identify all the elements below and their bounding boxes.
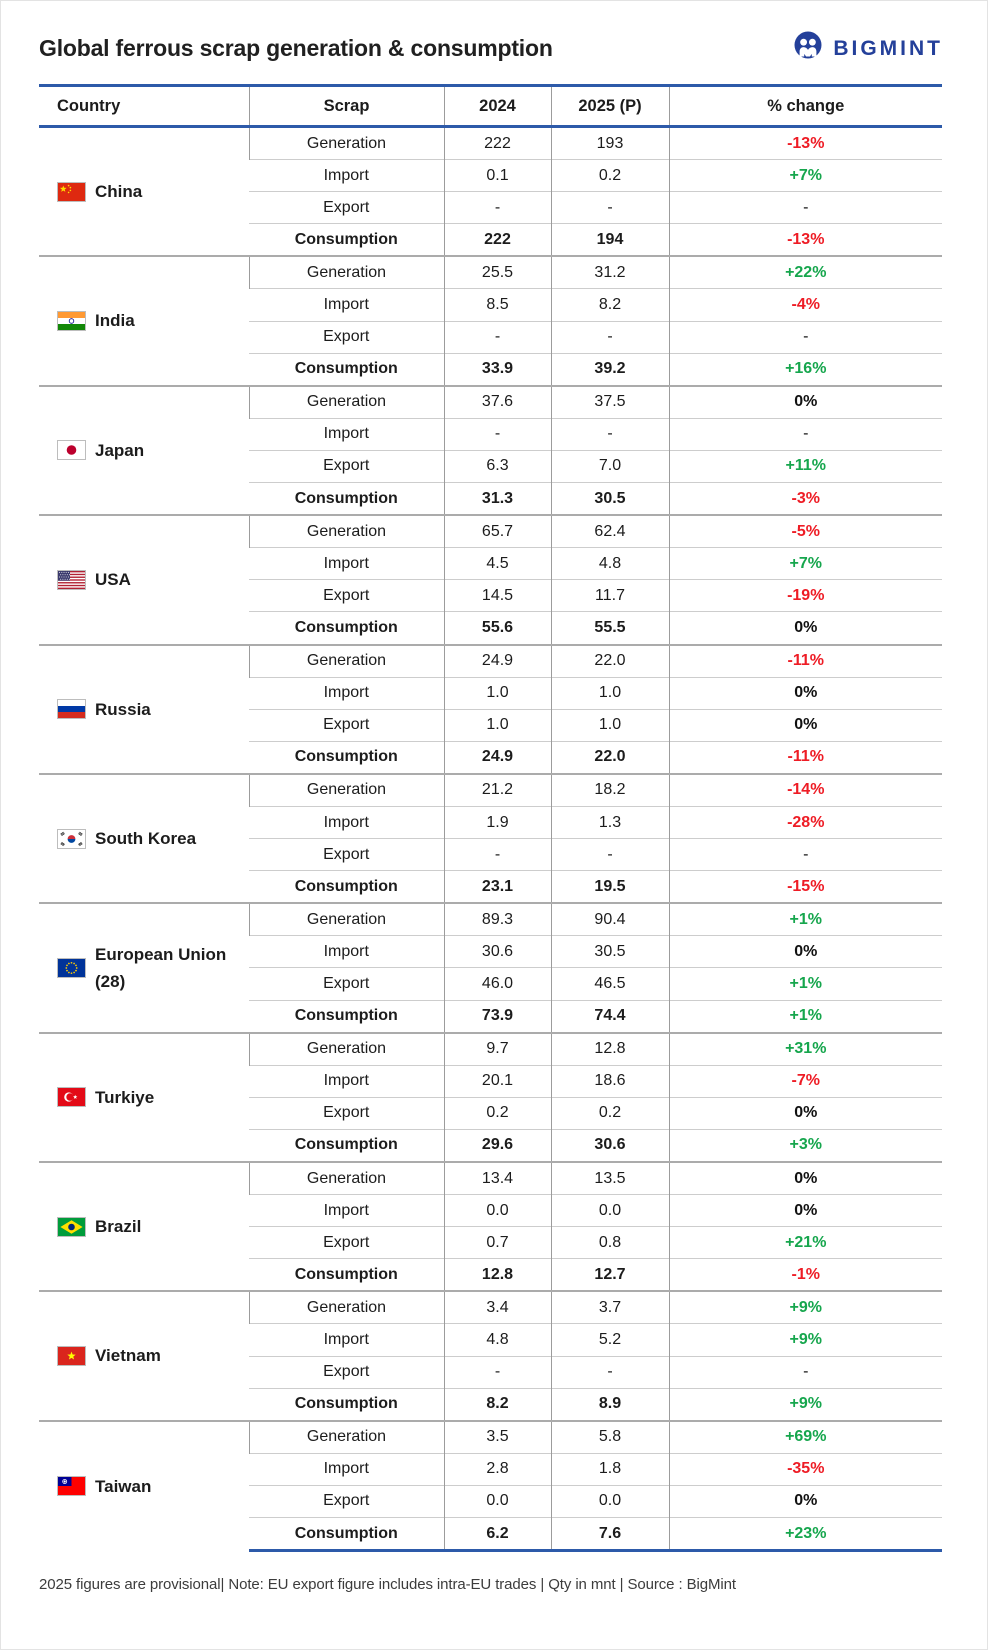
country-cell [39,903,249,1032]
country-cell [39,645,249,774]
page-title: Global ferrous scrap generation & consumption [39,35,553,61]
country-name: USA [95,570,131,590]
country-name: South Korea [95,828,197,848]
value-2024-cell: - [444,192,551,224]
country-cell [39,1421,249,1551]
change-cell: 0% [669,1162,942,1195]
country-cell [39,386,249,515]
country-inner [57,1213,249,1240]
value-2025-cell: 11.7 [551,580,669,612]
value-2025-cell: 5.2 [551,1324,669,1356]
change-cell: - [669,839,942,871]
value-2024-cell: 1.0 [444,677,551,709]
change-cell: +31% [669,1033,942,1066]
country-inner [57,307,249,334]
country-inner [57,1473,249,1500]
value-2024-cell: 9.7 [444,1033,551,1066]
value-2025-cell: 30.6 [551,1129,669,1162]
change-cell: 0% [669,677,942,709]
change-cell: +3% [669,1129,942,1162]
change-cell: 0% [669,1097,942,1129]
scrap-label-cell: Generation [249,256,444,289]
value-2025-cell: 7.0 [551,450,669,482]
taiwan-flag-icon [57,1476,86,1496]
value-2025-cell: 22.0 [551,645,669,678]
value-2024-cell: 1.0 [444,709,551,741]
bigmint-logo [791,29,943,68]
value-2024-cell: - [444,1356,551,1388]
col-header-country: Country [39,86,249,127]
country-name: Japan [95,440,145,460]
scrap-label-cell: Generation [249,903,444,936]
value-2024-cell: 0.7 [444,1227,551,1259]
value-2025-cell: 12.7 [551,1259,669,1292]
country-inner [57,941,249,995]
value-2024-cell: 2.8 [444,1453,551,1485]
country-inner [57,178,249,205]
change-cell: -19% [669,580,942,612]
change-cell: 0% [669,612,942,645]
change-cell: -35% [669,1453,942,1485]
change-cell: +21% [669,1227,942,1259]
change-cell: - [669,192,942,224]
change-cell: 0% [669,936,942,968]
value-2025-cell: 12.8 [551,1033,669,1066]
change-cell: 0% [669,1195,942,1227]
value-2024-cell: 46.0 [444,968,551,1000]
value-2024-cell: 4.8 [444,1324,551,1356]
change-cell: -11% [669,741,942,774]
scrap-label-cell: Import [249,677,444,709]
scrap-label-cell: Consumption [249,1518,444,1551]
scrap-table [39,84,942,1552]
change-cell: - [669,1356,942,1388]
table-header-row [39,86,942,127]
scrap-label-cell: Consumption [249,353,444,386]
value-2024-cell: 31.3 [444,483,551,516]
scrap-label-cell: Consumption [249,1129,444,1162]
value-2024-cell: 12.8 [444,1259,551,1292]
scrap-label-cell: Consumption [249,741,444,774]
value-2024-cell: 24.9 [444,645,551,678]
brazil-flag-icon [57,1217,86,1237]
change-cell: -28% [669,806,942,838]
value-2025-cell: 30.5 [551,483,669,516]
change-cell: +9% [669,1291,942,1324]
value-2025-cell: 3.7 [551,1291,669,1324]
table-row [39,1162,942,1195]
scrap-label-cell: Import [249,1065,444,1097]
value-2024-cell: 20.1 [444,1065,551,1097]
value-2024-cell: 3.4 [444,1291,551,1324]
change-cell: +1% [669,903,942,936]
value-2025-cell: 0.2 [551,160,669,192]
value-2024-cell: 23.1 [444,871,551,904]
scrap-label-cell: Generation [249,1033,444,1066]
value-2024-cell: 89.3 [444,903,551,936]
value-2025-cell: 18.6 [551,1065,669,1097]
eu-flag-icon [57,958,86,978]
scrap-label-cell: Export [249,1485,444,1517]
country-inner [57,437,249,464]
value-2025-cell: 1.0 [551,709,669,741]
change-cell: +9% [669,1388,942,1421]
scrap-label-cell: Export [249,192,444,224]
country-inner [57,1084,249,1111]
country-cell [39,774,249,903]
value-2024-cell: - [444,839,551,871]
country-cell [39,515,249,644]
change-cell: -1% [669,1259,942,1292]
col-header-2025: 2025 (P) [551,86,669,127]
value-2025-cell: 1.0 [551,677,669,709]
country-cell [39,256,249,385]
scrap-label-cell: Generation [249,1291,444,1324]
change-cell: +22% [669,256,942,289]
value-2024-cell: 8.2 [444,1388,551,1421]
value-2025-cell: 18.2 [551,774,669,807]
country-cell [39,1033,249,1162]
col-header-scrap: Scrap [249,86,444,127]
value-2025-cell: 8.2 [551,289,669,321]
value-2025-cell: 0.0 [551,1195,669,1227]
scrap-label-cell: Export [249,1227,444,1259]
bigmint-logo-icon [791,29,825,68]
value-2024-cell: 3.5 [444,1421,551,1454]
country-cell [39,1291,249,1420]
country-name: India [95,311,135,331]
change-cell: +1% [669,968,942,1000]
table-row [39,645,942,678]
japan-flag-icon [57,440,86,460]
country-cell [39,127,249,257]
scrap-label-cell: Export [249,839,444,871]
scrap-label-cell: Import [249,806,444,838]
value-2024-cell: 29.6 [444,1129,551,1162]
country-cell [39,1162,249,1291]
usa-flag-icon [57,570,86,590]
scrap-label-cell: Consumption [249,1000,444,1033]
value-2024-cell: 55.6 [444,612,551,645]
value-2025-cell: 7.6 [551,1518,669,1551]
scrap-label-cell: Import [249,1195,444,1227]
scrap-label-cell: Import [249,1324,444,1356]
value-2025-cell: 1.8 [551,1453,669,1485]
value-2025-cell: 19.5 [551,871,669,904]
value-2024-cell: 8.5 [444,289,551,321]
change-cell: +1% [669,1000,942,1033]
change-cell: -4% [669,289,942,321]
value-2025-cell: 8.9 [551,1388,669,1421]
vietnam-flag-icon [57,1346,86,1366]
table-row [39,903,942,936]
value-2024-cell: 21.2 [444,774,551,807]
russia-flag-icon [57,699,86,719]
value-2025-cell: - [551,1356,669,1388]
change-cell: -5% [669,515,942,548]
scrap-label-cell: Export [249,968,444,1000]
scrap-label-cell: Import [249,418,444,450]
scrap-label-cell: Generation [249,515,444,548]
value-2024-cell: 13.4 [444,1162,551,1195]
scrap-label-cell: Import [249,936,444,968]
scrap-label-cell: Export [249,709,444,741]
scrap-label-cell: Consumption [249,483,444,516]
skorea-flag-icon [57,829,86,849]
scrap-label-cell: Generation [249,1162,444,1195]
value-2025-cell: 194 [551,224,669,257]
table-row [39,1033,942,1066]
value-2024-cell: 65.7 [444,515,551,548]
country-inner [57,1342,249,1369]
value-2025-cell: 1.3 [551,806,669,838]
value-2024-cell: 33.9 [444,353,551,386]
scrap-label-cell: Import [249,289,444,321]
value-2025-cell: 5.8 [551,1421,669,1454]
scrap-label-cell: Generation [249,645,444,678]
value-2024-cell: 0.0 [444,1195,551,1227]
value-2025-cell: 4.8 [551,548,669,580]
country-name: Taiwan [95,1476,152,1496]
change-cell: +69% [669,1421,942,1454]
value-2025-cell: 193 [551,127,669,160]
country-name: Brazil [95,1217,142,1237]
value-2025-cell: 90.4 [551,903,669,936]
scrap-label-cell: Export [249,580,444,612]
scrap-label-cell: Consumption [249,612,444,645]
value-2025-cell: 0.0 [551,1485,669,1517]
scrap-label-cell: Generation [249,386,444,419]
header-bar [39,29,943,68]
value-2024-cell: 25.5 [444,256,551,289]
table-row [39,1421,942,1454]
value-2025-cell: 13.5 [551,1162,669,1195]
turkiye-flag-icon [57,1087,86,1107]
country-inner [57,696,249,723]
scrap-label-cell: Generation [249,1421,444,1454]
change-cell: -14% [669,774,942,807]
change-cell: -3% [669,483,942,516]
change-cell: - [669,418,942,450]
change-cell: +7% [669,160,942,192]
country-name: China [95,182,143,202]
value-2025-cell: 39.2 [551,353,669,386]
value-2025-cell: 55.5 [551,612,669,645]
value-2025-cell: - [551,839,669,871]
value-2025-cell: 74.4 [551,1000,669,1033]
value-2025-cell: 0.2 [551,1097,669,1129]
table-row [39,774,942,807]
value-2024-cell: - [444,418,551,450]
scrap-label-cell: Export [249,321,444,353]
change-cell: - [669,321,942,353]
col-header-change: % change [669,86,942,127]
scrap-label-cell: Export [249,1097,444,1129]
scrap-label-cell: Consumption [249,224,444,257]
value-2024-cell: 6.3 [444,450,551,482]
value-2025-cell: 31.2 [551,256,669,289]
country-name: Turkiye [95,1087,155,1107]
change-cell: +7% [669,548,942,580]
scrap-label-cell: Import [249,1453,444,1485]
table-row [39,127,942,160]
china-flag-icon [57,182,86,202]
country-inner [57,566,249,593]
india-flag-icon [57,311,86,331]
value-2025-cell: 30.5 [551,936,669,968]
country-name: Russia [95,699,151,719]
table-row [39,1291,942,1324]
change-cell: -15% [669,871,942,904]
value-2024-cell: 73.9 [444,1000,551,1033]
change-cell: +9% [669,1324,942,1356]
value-2024-cell: 222 [444,224,551,257]
table-row [39,386,942,419]
table-row [39,515,942,548]
change-cell: -11% [669,645,942,678]
value-2025-cell: 46.5 [551,968,669,1000]
scrap-label-cell: Import [249,548,444,580]
value-2025-cell: - [551,192,669,224]
value-2024-cell: 14.5 [444,580,551,612]
table-row [39,256,942,289]
value-2025-cell: - [551,418,669,450]
change-cell: -13% [669,224,942,257]
value-2024-cell: 6.2 [444,1518,551,1551]
value-2025-cell: 0.8 [551,1227,669,1259]
value-2025-cell: 62.4 [551,515,669,548]
value-2024-cell: 30.6 [444,936,551,968]
change-cell: +11% [669,450,942,482]
value-2024-cell: - [444,321,551,353]
change-cell: +16% [669,353,942,386]
country-inner [57,825,249,852]
scrap-label-cell: Consumption [249,1388,444,1421]
change-cell: 0% [669,1485,942,1517]
scrap-label-cell: Consumption [249,1259,444,1292]
value-2024-cell: 1.9 [444,806,551,838]
value-2024-cell: 0.2 [444,1097,551,1129]
change-cell: 0% [669,709,942,741]
scrap-label-cell: Export [249,1356,444,1388]
scrap-label-cell: Generation [249,774,444,807]
value-2024-cell: 4.5 [444,548,551,580]
value-2025-cell: 22.0 [551,741,669,774]
change-cell: +23% [669,1518,942,1551]
value-2024-cell: 37.6 [444,386,551,419]
country-name: European Union (28) [95,944,227,991]
footer-note: 2025 figures are provisional| Note: EU export figure includes intra-EU trades | Qty in mnt | Source : BigMint [39,1576,736,1594]
value-2024-cell: 0.1 [444,160,551,192]
value-2024-cell: 222 [444,127,551,160]
value-2025-cell: - [551,321,669,353]
scrap-label-cell: Generation [249,127,444,160]
scrap-label-cell: Consumption [249,871,444,904]
change-cell: 0% [669,386,942,419]
value-2025-cell: 37.5 [551,386,669,419]
country-name: Vietnam [95,1346,161,1366]
bigmint-logo-text: BIGMINT [833,36,943,60]
scrap-label-cell: Import [249,160,444,192]
scrap-label-cell: Export [249,450,444,482]
change-cell: -7% [669,1065,942,1097]
value-2024-cell: 0.0 [444,1485,551,1517]
col-header-2024: 2024 [444,86,551,127]
change-cell: -13% [669,127,942,160]
value-2024-cell: 24.9 [444,741,551,774]
